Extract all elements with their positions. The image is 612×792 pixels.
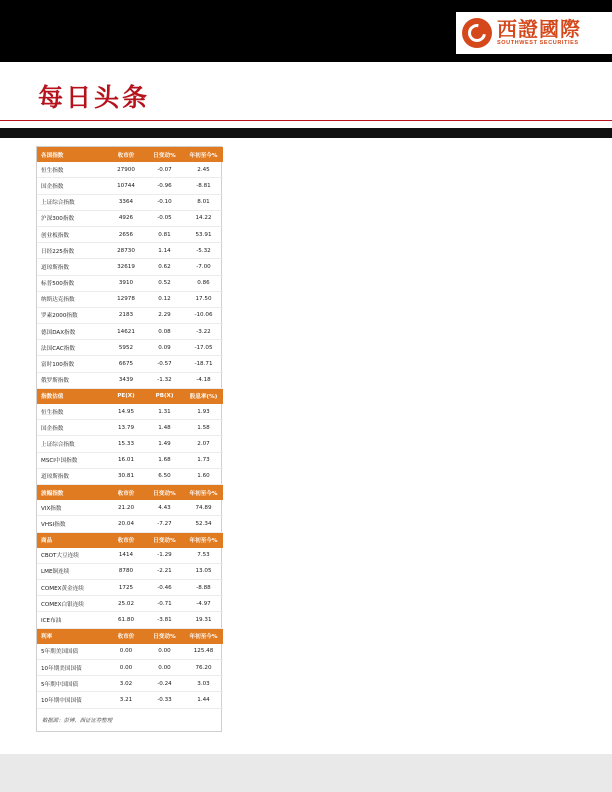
- row-value: 52.34: [184, 516, 223, 532]
- table-row: [37, 275, 223, 291]
- row-value: -0.05: [145, 210, 184, 226]
- row-label: 恒生指数: [37, 404, 107, 420]
- row-value: 1.58: [184, 420, 223, 436]
- row-value: 16.01: [107, 452, 145, 468]
- table-row: [37, 692, 223, 708]
- column-header: 年初至今%: [184, 147, 223, 162]
- table-row: [37, 436, 223, 452]
- row-value: 27900: [107, 162, 145, 178]
- row-value: 12978: [107, 291, 145, 307]
- row-label: 德国DAX指数: [37, 324, 107, 340]
- row-value: 6675: [107, 356, 145, 372]
- row-label: 罗素2000指数: [37, 307, 107, 323]
- document-body: [0, 62, 612, 754]
- row-value: 10744: [107, 178, 145, 194]
- row-value: 61.80: [107, 612, 145, 628]
- table-row: [37, 372, 223, 388]
- row-value: 1414: [107, 548, 145, 564]
- section-title: 商品: [37, 532, 107, 548]
- table-row: [37, 420, 223, 436]
- row-label: 标普500指数: [37, 275, 107, 291]
- column-header: 收市价: [107, 532, 145, 548]
- row-label: 国企指数: [37, 420, 107, 436]
- row-value: 25.02: [107, 596, 145, 612]
- row-value: -8.88: [184, 580, 223, 596]
- table-row: [37, 580, 223, 596]
- row-value: 28730: [107, 243, 145, 259]
- row-value: 3.03: [184, 676, 223, 692]
- row-value: 5952: [107, 340, 145, 356]
- row-value: 2.29: [145, 307, 184, 323]
- row-label: 恒生指数: [37, 162, 107, 178]
- row-value: 19.31: [184, 612, 223, 628]
- row-label: ICE布油: [37, 612, 107, 628]
- row-value: 17.50: [184, 291, 223, 307]
- table-section-header: [37, 484, 223, 500]
- table-row: [37, 259, 223, 275]
- row-value: -0.46: [145, 580, 184, 596]
- column-header: 收市价: [107, 147, 145, 162]
- logo-text: [497, 19, 581, 47]
- row-value: -4.97: [184, 596, 223, 612]
- market-data-table: [36, 146, 222, 732]
- logo-name-en: SOUTHWEST SECURITIES: [497, 40, 579, 47]
- row-value: 1.73: [184, 452, 223, 468]
- row-value: 20.04: [107, 516, 145, 532]
- column-header: 日变动%: [145, 532, 184, 548]
- row-value: 1.31: [145, 404, 184, 420]
- row-value: -10.06: [184, 307, 223, 323]
- table-row: [37, 340, 223, 356]
- row-value: 125.48: [184, 644, 223, 660]
- table-row: [37, 356, 223, 372]
- row-value: 1.93: [184, 404, 223, 420]
- row-label: 上证综合指数: [37, 194, 107, 210]
- column-header: 年初至今%: [184, 484, 223, 500]
- row-value: 3910: [107, 275, 145, 291]
- logo-swirl-icon: [462, 18, 492, 48]
- company-logo: [456, 12, 612, 54]
- row-value: 0.52: [145, 275, 184, 291]
- row-label: 纳斯达克指数: [37, 291, 107, 307]
- source-note: 数据源：彭博、西证证券整理: [42, 717, 113, 724]
- row-label: 沪深300指数: [37, 210, 107, 226]
- row-label: 创业板指数: [37, 226, 107, 242]
- table-row: [37, 468, 223, 484]
- row-value: 13.05: [184, 563, 223, 579]
- row-value: -7.00: [184, 259, 223, 275]
- column-header: PE(X): [107, 388, 145, 404]
- table-row: [37, 178, 223, 194]
- row-value: 76.20: [184, 660, 223, 676]
- row-value: 15.33: [107, 436, 145, 452]
- row-value: 1.60: [184, 468, 223, 484]
- row-label: 法国CAC指数: [37, 340, 107, 356]
- row-value: 2.07: [184, 436, 223, 452]
- row-value: -0.10: [145, 194, 184, 210]
- row-label: 10年期中国国债: [37, 692, 107, 708]
- row-value: 14621: [107, 324, 145, 340]
- table-row: [37, 500, 223, 516]
- row-value: -0.33: [145, 692, 184, 708]
- row-value: 74.89: [184, 500, 223, 516]
- row-label: VHSI指数: [37, 516, 107, 532]
- row-value: -2.21: [145, 563, 184, 579]
- row-value: -0.07: [145, 162, 184, 178]
- row-value: -8.81: [184, 178, 223, 194]
- table-row: [37, 307, 223, 323]
- logo-name-cn: 西證國際: [497, 17, 581, 42]
- section-title: 利率: [37, 628, 107, 644]
- table-row: [37, 210, 223, 226]
- row-value: -0.71: [145, 596, 184, 612]
- row-value: 1.49: [145, 436, 184, 452]
- row-label: 5年期中国国债: [37, 676, 107, 692]
- row-value: 0.62: [145, 259, 184, 275]
- table-row: [37, 516, 223, 532]
- section-title: 各国指数: [37, 147, 107, 162]
- row-label: 日经225指数: [37, 243, 107, 259]
- row-value: 3.02: [107, 676, 145, 692]
- row-value: 1.14: [145, 243, 184, 259]
- row-value: 1725: [107, 580, 145, 596]
- table-row: [37, 563, 223, 579]
- row-value: 3.21: [107, 692, 145, 708]
- row-value: 2183: [107, 307, 145, 323]
- row-label: LME铜连续: [37, 563, 107, 579]
- row-label: 国企指数: [37, 178, 107, 194]
- column-header: 日变动%: [145, 628, 184, 644]
- table-row: [37, 452, 223, 468]
- column-header: 日变动%: [145, 484, 184, 500]
- row-value: 0.00: [145, 644, 184, 660]
- row-value: 30.81: [107, 468, 145, 484]
- row-value: 32619: [107, 259, 145, 275]
- table-row: [37, 676, 223, 692]
- row-value: 4.43: [145, 500, 184, 516]
- column-header: 年初至今%: [184, 532, 223, 548]
- table-section-header: [37, 628, 223, 644]
- row-label: 富时100指数: [37, 356, 107, 372]
- row-value: -7.27: [145, 516, 184, 532]
- table-row: [37, 612, 223, 628]
- row-value: -1.32: [145, 372, 184, 388]
- table-row: [37, 291, 223, 307]
- row-value: 8780: [107, 563, 145, 579]
- row-value: 0.00: [107, 660, 145, 676]
- row-value: -4.18: [184, 372, 223, 388]
- row-value: 4926: [107, 210, 145, 226]
- row-value: 2.45: [184, 162, 223, 178]
- column-header: 年初至今%: [184, 628, 223, 644]
- table-section-header: [37, 147, 223, 162]
- table-row: [37, 644, 223, 660]
- row-label: VIX指数: [37, 500, 107, 516]
- footer-band: [0, 754, 612, 792]
- row-value: 0.81: [145, 226, 184, 242]
- row-value: 3439: [107, 372, 145, 388]
- row-value: 1.44: [184, 692, 223, 708]
- row-label: COMEX白银连续: [37, 596, 107, 612]
- page-title: 每日头条: [38, 83, 151, 112]
- row-value: -3.22: [184, 324, 223, 340]
- row-value: 1.48: [145, 420, 184, 436]
- table-row: [37, 596, 223, 612]
- row-value: -17.05: [184, 340, 223, 356]
- table-row: [37, 243, 223, 259]
- table-row: [37, 194, 223, 210]
- dark-separator-band: [0, 128, 612, 138]
- row-label: MSCI中国指数: [37, 452, 107, 468]
- row-value: 0.08: [145, 324, 184, 340]
- row-value: -0.96: [145, 178, 184, 194]
- row-value: 21.20: [107, 500, 145, 516]
- row-label: CBOT大豆连续: [37, 548, 107, 564]
- row-value: 6.50: [145, 468, 184, 484]
- row-value: 14.22: [184, 210, 223, 226]
- table-section-header: [37, 532, 223, 548]
- column-header: 收市价: [107, 484, 145, 500]
- row-label: 道琼斯指数: [37, 259, 107, 275]
- row-value: -3.81: [145, 612, 184, 628]
- title-divider: [0, 120, 612, 121]
- row-label: 5年期美国国债: [37, 644, 107, 660]
- column-header: 股息率(%): [184, 388, 223, 404]
- table-section-header: [37, 388, 223, 404]
- row-value: 0.00: [107, 644, 145, 660]
- row-value: -1.29: [145, 548, 184, 564]
- table-row: [37, 324, 223, 340]
- row-value: 1.68: [145, 452, 184, 468]
- table-row: [37, 660, 223, 676]
- row-label: 俄罗斯指数: [37, 372, 107, 388]
- row-value: 13.79: [107, 420, 145, 436]
- row-label: 上证综合指数: [37, 436, 107, 452]
- row-value: 3364: [107, 194, 145, 210]
- row-value: 53.91: [184, 226, 223, 242]
- column-header: 收市价: [107, 628, 145, 644]
- row-value: -5.32: [184, 243, 223, 259]
- row-value: 2656: [107, 226, 145, 242]
- table-row: [37, 226, 223, 242]
- table-row: [37, 548, 223, 564]
- row-value: -18.71: [184, 356, 223, 372]
- market-table: [37, 147, 223, 709]
- row-label: COMEX黄金连续: [37, 580, 107, 596]
- section-title: 波幅指数: [37, 484, 107, 500]
- section-title: 指数估值: [37, 388, 107, 404]
- row-value: 8.01: [184, 194, 223, 210]
- row-value: -0.57: [145, 356, 184, 372]
- row-value: 14.95: [107, 404, 145, 420]
- row-label: 道琼斯指数: [37, 468, 107, 484]
- table-row: [37, 162, 223, 178]
- table-row: [37, 404, 223, 420]
- column-header: PB(X): [145, 388, 184, 404]
- row-value: 0.00: [145, 660, 184, 676]
- row-value: 0.09: [145, 340, 184, 356]
- row-value: 0.12: [145, 291, 184, 307]
- row-label: 10年期美国国债: [37, 660, 107, 676]
- row-value: 7.53: [184, 548, 223, 564]
- row-value: -0.24: [145, 676, 184, 692]
- row-value: 0.86: [184, 275, 223, 291]
- column-header: 日变动%: [145, 147, 184, 162]
